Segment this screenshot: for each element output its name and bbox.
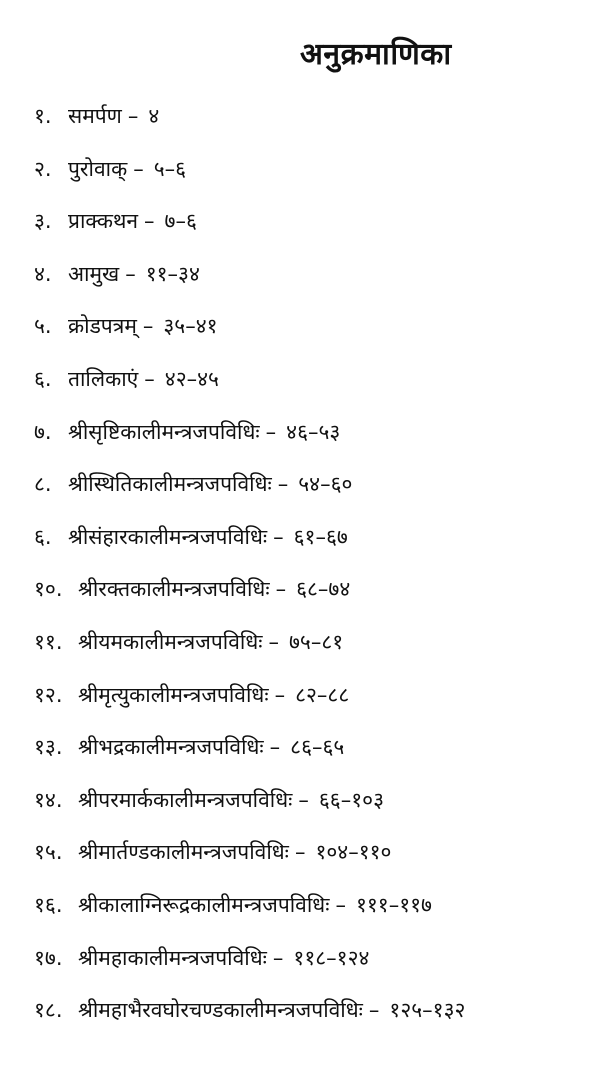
entry-number: १८. xyxy=(34,998,63,1023)
entry-number: ५. xyxy=(34,314,52,339)
entry-number: १७. xyxy=(34,945,63,970)
entry-pages: ६१–६७ xyxy=(293,524,348,549)
entry-title: आमुख xyxy=(68,261,120,286)
toc-entry xyxy=(34,308,594,361)
entry-dash: – xyxy=(272,945,284,970)
toc-entry xyxy=(34,151,594,204)
entry-dash: – xyxy=(144,209,155,234)
entry-title: श्रीमहाकालीमन्त्रजपविधिः xyxy=(78,945,267,970)
entry-title: श्रीसृष्टिकालीमन्त्रजपविधिः xyxy=(68,419,260,444)
entry-title: श्रीमहाभैरवघोरचण्डकालीमन्त्रजपविधिः xyxy=(78,998,363,1023)
entry-title: श्रीकालाग्निरूद्रकालीमन्त्रजपविधिः xyxy=(78,892,330,917)
entry-dash: – xyxy=(265,419,277,444)
entry-dash: – xyxy=(298,787,309,812)
entry-number: ६. xyxy=(34,524,52,549)
entry-dash: – xyxy=(144,366,155,391)
entry-dash: – xyxy=(335,892,346,917)
entry-dash: – xyxy=(277,472,289,497)
entry-pages: ५–६ xyxy=(153,156,187,181)
entry-title: श्रीमृत्युकालीमन्त्रजपविधिः xyxy=(78,682,269,707)
toc-entry xyxy=(34,677,594,730)
entry-number: १५. xyxy=(34,840,63,865)
toc-entry xyxy=(34,782,594,835)
toc-entry xyxy=(34,256,594,309)
entry-dash: – xyxy=(368,998,380,1023)
entry-pages: ११८–१२४ xyxy=(293,945,370,970)
entry-number: ७. xyxy=(34,419,52,444)
entry-title: श्रीस्थितिकालीमन्त्रजपविधिः xyxy=(68,472,272,497)
entry-pages: ६६–१०३ xyxy=(318,787,384,812)
entry-pages: ४२–४५ xyxy=(164,366,219,391)
entry-number: १४. xyxy=(34,787,63,812)
entry-title: श्रीयमकालीमन्त्रजपविधिः xyxy=(78,629,263,654)
entry-pages: ३५–४१ xyxy=(163,314,218,339)
entry-dash: – xyxy=(274,682,286,707)
entry-number: १२. xyxy=(34,682,63,707)
entry-number: १. xyxy=(34,104,52,128)
entry-title: पुरोवाक् xyxy=(68,156,128,181)
entry-number: ६. xyxy=(34,366,52,391)
entry-pages: ७५–८१ xyxy=(288,629,344,654)
entry-pages: १०४–११० xyxy=(315,840,392,865)
entry-title: श्रीभद्रकालीमन्त्रजपविधिः xyxy=(78,735,264,760)
entry-dash: – xyxy=(275,577,287,602)
entry-number: ४. xyxy=(34,261,52,286)
entry-title: श्रीरक्तकालीमन्त्रजपविधिः xyxy=(78,577,270,602)
entry-pages: १११–११७ xyxy=(355,892,432,917)
toc-entry xyxy=(34,414,594,467)
toc-entry xyxy=(34,940,594,993)
entry-title: क्रोडपत्रम् xyxy=(68,314,137,339)
entry-dash: – xyxy=(294,840,306,865)
entry-title: श्रीमार्तण्डकालीमन्त्रजपविधिः xyxy=(78,840,289,865)
entry-number: १६. xyxy=(34,892,63,917)
toc-entry xyxy=(34,887,594,940)
entry-title: प्राक्कथन xyxy=(68,209,139,234)
entry-title: तालिकाएं xyxy=(68,366,139,391)
entry-dash: – xyxy=(268,629,279,654)
entry-number: ८. xyxy=(34,472,52,497)
toc-entry xyxy=(34,571,594,624)
entry-number: ३. xyxy=(34,209,52,234)
toc-entry xyxy=(34,624,594,677)
entry-title: श्रीपरमार्ककालीमन्त्रजपविधिः xyxy=(78,787,293,812)
toc-entry xyxy=(34,203,594,256)
entry-pages: ४ xyxy=(148,104,160,128)
entry-pages: ५४–६० xyxy=(298,472,353,497)
entry-dash: – xyxy=(127,104,139,128)
entry-dash: – xyxy=(133,156,144,181)
toc-entry xyxy=(34,361,594,414)
toc-entry xyxy=(34,98,594,151)
toc-entry xyxy=(34,992,594,1045)
entry-pages: १२५–१३२ xyxy=(389,998,466,1023)
entry-number: ११. xyxy=(34,629,63,654)
entry-dash: – xyxy=(142,314,154,339)
entry-number: २. xyxy=(34,156,52,181)
toc-entry xyxy=(34,519,594,572)
entry-pages: ४६–५३ xyxy=(286,419,341,444)
entry-number: १३. xyxy=(34,735,63,760)
entry-pages: ८६–६५ xyxy=(290,735,345,760)
toc-entry xyxy=(34,466,594,519)
table-of-contents xyxy=(34,98,594,1045)
entry-number: १०. xyxy=(34,577,63,602)
toc-entry xyxy=(34,729,594,782)
entry-title: श्रीसंहारकालीमन्त्रजपविधिः xyxy=(68,524,268,549)
entry-dash: – xyxy=(273,524,284,549)
entry-pages: ८२–८८ xyxy=(295,682,350,707)
entry-pages: ११–३४ xyxy=(145,261,200,286)
entry-dash: – xyxy=(125,261,136,286)
entry-title: समर्पण xyxy=(68,104,122,128)
page-title: अनुक्रमाणिका xyxy=(300,37,452,72)
entry-dash: – xyxy=(269,735,281,760)
entry-pages: ६८–७४ xyxy=(296,577,351,602)
entry-pages: ७–६ xyxy=(164,209,197,234)
toc-entry xyxy=(34,834,594,887)
